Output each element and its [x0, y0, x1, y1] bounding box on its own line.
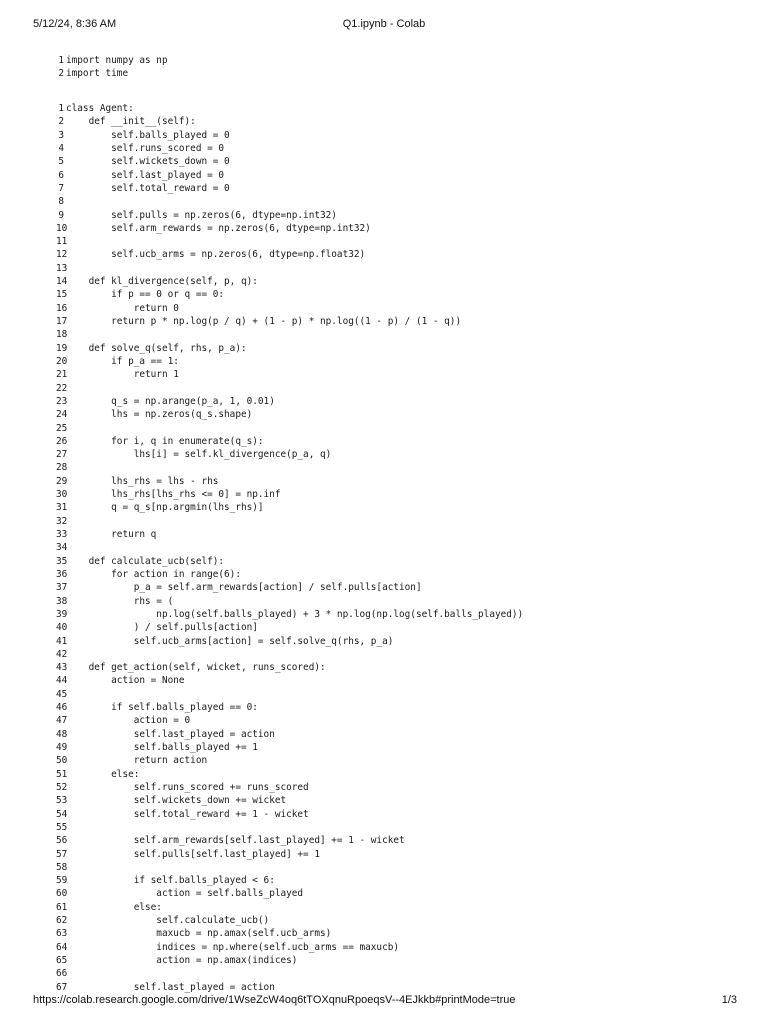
- code-line: [56, 848, 523, 861]
- line-number: 44: [56, 675, 68, 687]
- code-text: self.total_reward += 1 - wicket: [66, 808, 309, 820]
- code-line: [56, 448, 523, 461]
- line-number: 29: [56, 475, 68, 487]
- line-number: 55: [56, 821, 68, 833]
- code-text: np.log(self.balls_played) + 3 * np.log(np.log(self.balls_played)): [66, 608, 524, 620]
- code-text: for i, q in enumerate(q_s):: [66, 435, 264, 447]
- code-text: self.calculate_ucb(): [66, 915, 270, 927]
- code-line: [56, 541, 523, 554]
- code-line: [56, 794, 523, 807]
- line-number: 22: [56, 382, 68, 394]
- code-text: import time: [66, 68, 129, 80]
- code-text: self.pulls = np.zeros(6, dtype=np.int32): [66, 209, 337, 221]
- line-number: 46: [56, 702, 68, 714]
- line-number: 25: [56, 422, 68, 434]
- line-number: 41: [56, 635, 68, 647]
- line-number: 4: [58, 142, 64, 154]
- code-line: [56, 129, 523, 142]
- line-number: 2: [58, 68, 64, 80]
- code-text: self.last_played = action: [66, 981, 275, 993]
- code-line: [56, 408, 523, 421]
- line-number: 14: [56, 276, 68, 288]
- line-number: 63: [56, 928, 68, 940]
- line-number: 47: [56, 715, 68, 727]
- line-number: 67: [56, 981, 68, 993]
- line-number: 17: [56, 316, 68, 327]
- code-text: self.arm_rewards[self.last_played] += 1 - wicket: [66, 835, 405, 847]
- code-line: [56, 288, 523, 301]
- code-text: self.total_reward = 0: [66, 182, 230, 194]
- code-text: self.last_played = action: [66, 728, 275, 740]
- code-line: [56, 235, 523, 248]
- code-text: q_s = np.arange(p_a, 1, 0.01): [66, 395, 275, 407]
- code-line: [56, 115, 523, 128]
- code-text: return q: [66, 529, 157, 540]
- line-number: 61: [56, 901, 68, 913]
- line-number: 16: [56, 302, 68, 314]
- code-line: [56, 422, 523, 435]
- code-line: [56, 834, 523, 847]
- code-text: def __init__(self):: [66, 116, 196, 128]
- line-number: 62: [56, 915, 68, 927]
- line-number: 23: [56, 395, 68, 407]
- line-number: 26: [56, 435, 68, 447]
- code-line: [56, 222, 523, 235]
- code-line: [56, 967, 523, 980]
- line-number: 3: [58, 129, 64, 141]
- line-number: 27: [56, 449, 68, 461]
- line-number: 60: [56, 888, 68, 900]
- line-number: 37: [56, 582, 68, 594]
- code-text: def calculate_ucb(self):: [66, 555, 225, 567]
- code-text: import numpy as np: [66, 55, 168, 66]
- code-line: [56, 914, 523, 927]
- code-line: [56, 595, 523, 608]
- code-line: [56, 728, 523, 741]
- code-line: [56, 768, 523, 781]
- code-line: [56, 315, 523, 328]
- code-text: self.pulls[self.last_played] += 1: [66, 848, 320, 860]
- line-number: 13: [56, 262, 68, 274]
- line-number: 1: [58, 103, 64, 114]
- code-line: [56, 861, 523, 874]
- code-cell-imports: [56, 54, 168, 81]
- code-text: action = self.balls_played: [66, 888, 304, 900]
- code-text: lhs_rhs[lhs_rhs <= 0] = np.inf: [66, 489, 281, 501]
- code-text: self.wickets_down = 0: [66, 156, 230, 168]
- code-text: action = 0: [66, 715, 191, 727]
- code-text: return 1: [66, 369, 179, 381]
- line-number: 57: [56, 848, 68, 860]
- line-number: 28: [56, 462, 68, 474]
- line-number: 24: [56, 409, 68, 421]
- line-number: 58: [56, 861, 68, 873]
- code-text: def solve_q(self, rhs, p_a):: [66, 342, 247, 354]
- line-number: 18: [56, 329, 68, 341]
- code-text: def get_action(self, wicket, runs_scored):: [66, 662, 326, 674]
- print-footer-page-number: 1/3: [721, 994, 737, 1006]
- line-number: 20: [56, 355, 68, 367]
- code-line: [56, 67, 168, 80]
- code-line: [56, 395, 523, 408]
- code-line: [56, 674, 523, 687]
- code-text: self.last_played = 0: [66, 169, 225, 181]
- line-number: 65: [56, 955, 68, 966]
- code-line: [56, 248, 523, 261]
- code-text: for action in range(6):: [66, 568, 241, 580]
- line-number: 7: [58, 182, 64, 194]
- line-number: 56: [56, 835, 68, 847]
- code-line: [56, 608, 523, 621]
- code-text: else:: [66, 901, 162, 913]
- code-line: [56, 688, 523, 701]
- code-line: [56, 927, 523, 940]
- line-number: 10: [56, 222, 68, 234]
- code-line: [56, 328, 523, 341]
- line-number: 52: [56, 781, 68, 793]
- code-line: [56, 941, 523, 954]
- line-number: 34: [56, 542, 68, 554]
- line-number: 6: [58, 169, 64, 181]
- code-line: [56, 488, 523, 501]
- code-line: [56, 821, 523, 834]
- code-text: self.ucb_arms[action] = self.solve_q(rhs, p_a): [66, 635, 394, 647]
- line-number: 51: [56, 768, 68, 780]
- print-header-title: Q1.ipynb - Colab: [342, 18, 426, 30]
- line-number: 64: [56, 941, 68, 953]
- code-text: self.balls_played += 1: [66, 742, 258, 753]
- code-line: [56, 981, 523, 994]
- code-text: self.arm_rewards = np.zeros(6, dtype=np.int32): [66, 222, 371, 234]
- line-number: 19: [56, 342, 68, 354]
- code-text: lhs[i] = self.kl_divergence(p_a, q): [66, 449, 332, 461]
- code-line: [56, 142, 523, 155]
- line-number: 33: [56, 529, 68, 540]
- code-line: [56, 808, 523, 821]
- line-number: 8: [58, 196, 64, 208]
- code-line: [56, 368, 523, 381]
- code-text: indices = np.where(self.ucb_arms == maxucb): [66, 941, 400, 953]
- code-text: return 0: [66, 302, 179, 314]
- code-line: [56, 901, 523, 914]
- code-line: [56, 382, 523, 395]
- code-line: [56, 302, 523, 315]
- print-footer-url: https://colab.research.google.com/drive/1WseZcW4oq6tTOXqnuRpoeqsV--4EJkkb#printMode=true: [33, 994, 516, 1006]
- line-number: 32: [56, 515, 68, 527]
- line-number: 45: [56, 688, 68, 700]
- code-line: [56, 714, 523, 727]
- code-line: [56, 741, 523, 754]
- code-line: [56, 275, 523, 288]
- code-text: if p_a == 1:: [66, 355, 179, 367]
- code-line: [56, 581, 523, 594]
- line-number: 66: [56, 968, 68, 980]
- print-header-datetime: 5/12/24, 8:36 AM: [33, 18, 117, 30]
- code-line: [56, 102, 523, 115]
- line-number: 53: [56, 795, 68, 807]
- code-cell-agent-class: [56, 102, 524, 993]
- code-line: [56, 475, 523, 488]
- code-text: else:: [66, 768, 140, 780]
- code-text: return p * np.log(p / q) + (1 - p) * np.log((1 - p) / (1 - q)): [66, 316, 462, 327]
- line-number: 54: [56, 808, 68, 820]
- code-line: [56, 262, 523, 275]
- line-number: 35: [56, 555, 68, 567]
- code-text: if self.balls_played == 0:: [66, 702, 258, 714]
- code-line: [56, 195, 523, 208]
- line-number: 49: [56, 742, 68, 753]
- code-text: self.balls_played = 0: [66, 129, 230, 141]
- code-text: lhs = np.zeros(q_s.shape): [66, 409, 253, 421]
- code-line: [56, 435, 523, 448]
- code-line: [56, 54, 168, 67]
- line-number: 40: [56, 622, 68, 634]
- line-number: 36: [56, 568, 68, 580]
- code-text: self.ucb_arms = np.zeros(6, dtype=np.float32): [66, 249, 366, 261]
- code-line: [56, 501, 523, 514]
- code-line: [56, 568, 523, 581]
- code-line: [56, 528, 523, 541]
- code-line: [56, 754, 523, 767]
- code-text: action = np.amax(indices): [66, 955, 298, 966]
- code-text: rhs = (: [66, 595, 174, 607]
- code-line: [56, 661, 523, 674]
- code-text: def kl_divergence(self, p, q):: [66, 276, 258, 288]
- code-line: [56, 342, 523, 355]
- line-number: 11: [56, 236, 68, 248]
- line-number: 2: [58, 116, 64, 128]
- code-line: [56, 555, 523, 568]
- line-number: 9: [58, 209, 64, 221]
- code-line: [56, 635, 523, 648]
- code-text: self.runs_scored += runs_scored: [66, 781, 309, 793]
- line-number: 43: [56, 662, 68, 674]
- code-text: return action: [66, 755, 208, 767]
- code-line: [56, 355, 523, 368]
- line-number: 21: [56, 369, 68, 381]
- line-number: 12: [56, 249, 68, 261]
- code-text: lhs_rhs = lhs - rhs: [66, 475, 219, 487]
- code-text: p_a = self.arm_rewards[action] / self.pulls[action]: [66, 582, 422, 594]
- code-line: [56, 874, 523, 887]
- code-line: [56, 954, 523, 967]
- code-line: [56, 887, 523, 900]
- line-number: 39: [56, 608, 68, 620]
- code-line: [56, 182, 523, 195]
- line-number: 38: [56, 595, 68, 607]
- code-line: [56, 621, 523, 634]
- code-line: [56, 648, 523, 661]
- code-text: self.wickets_down += wicket: [66, 795, 287, 807]
- code-text: if p == 0 or q == 0:: [66, 289, 225, 301]
- code-text: action = None: [66, 675, 185, 687]
- line-number: 50: [56, 755, 68, 767]
- code-line: [56, 515, 523, 528]
- line-number: 59: [56, 875, 68, 887]
- code-line: [56, 169, 523, 182]
- code-text: if self.balls_played < 6:: [66, 875, 275, 887]
- code-text: q = q_s[np.argmin(lhs_rhs)]: [66, 502, 264, 514]
- code-line: [56, 209, 523, 222]
- line-number: 15: [56, 289, 68, 301]
- code-line: [56, 701, 523, 714]
- code-line: [56, 461, 523, 474]
- line-number: 31: [56, 502, 68, 514]
- code-text: class Agent:: [66, 103, 134, 114]
- line-number: 42: [56, 648, 68, 660]
- line-number: 5: [58, 156, 64, 168]
- line-number: 30: [56, 489, 68, 501]
- code-line: [56, 155, 523, 168]
- code-text: maxucb = np.amax(self.ucb_arms): [66, 928, 332, 940]
- code-text: ) / self.pulls[action]: [66, 622, 258, 634]
- line-number: 48: [56, 728, 68, 740]
- code-text: self.runs_scored = 0: [66, 142, 225, 154]
- line-number: 1: [58, 55, 64, 66]
- code-line: [56, 781, 523, 794]
